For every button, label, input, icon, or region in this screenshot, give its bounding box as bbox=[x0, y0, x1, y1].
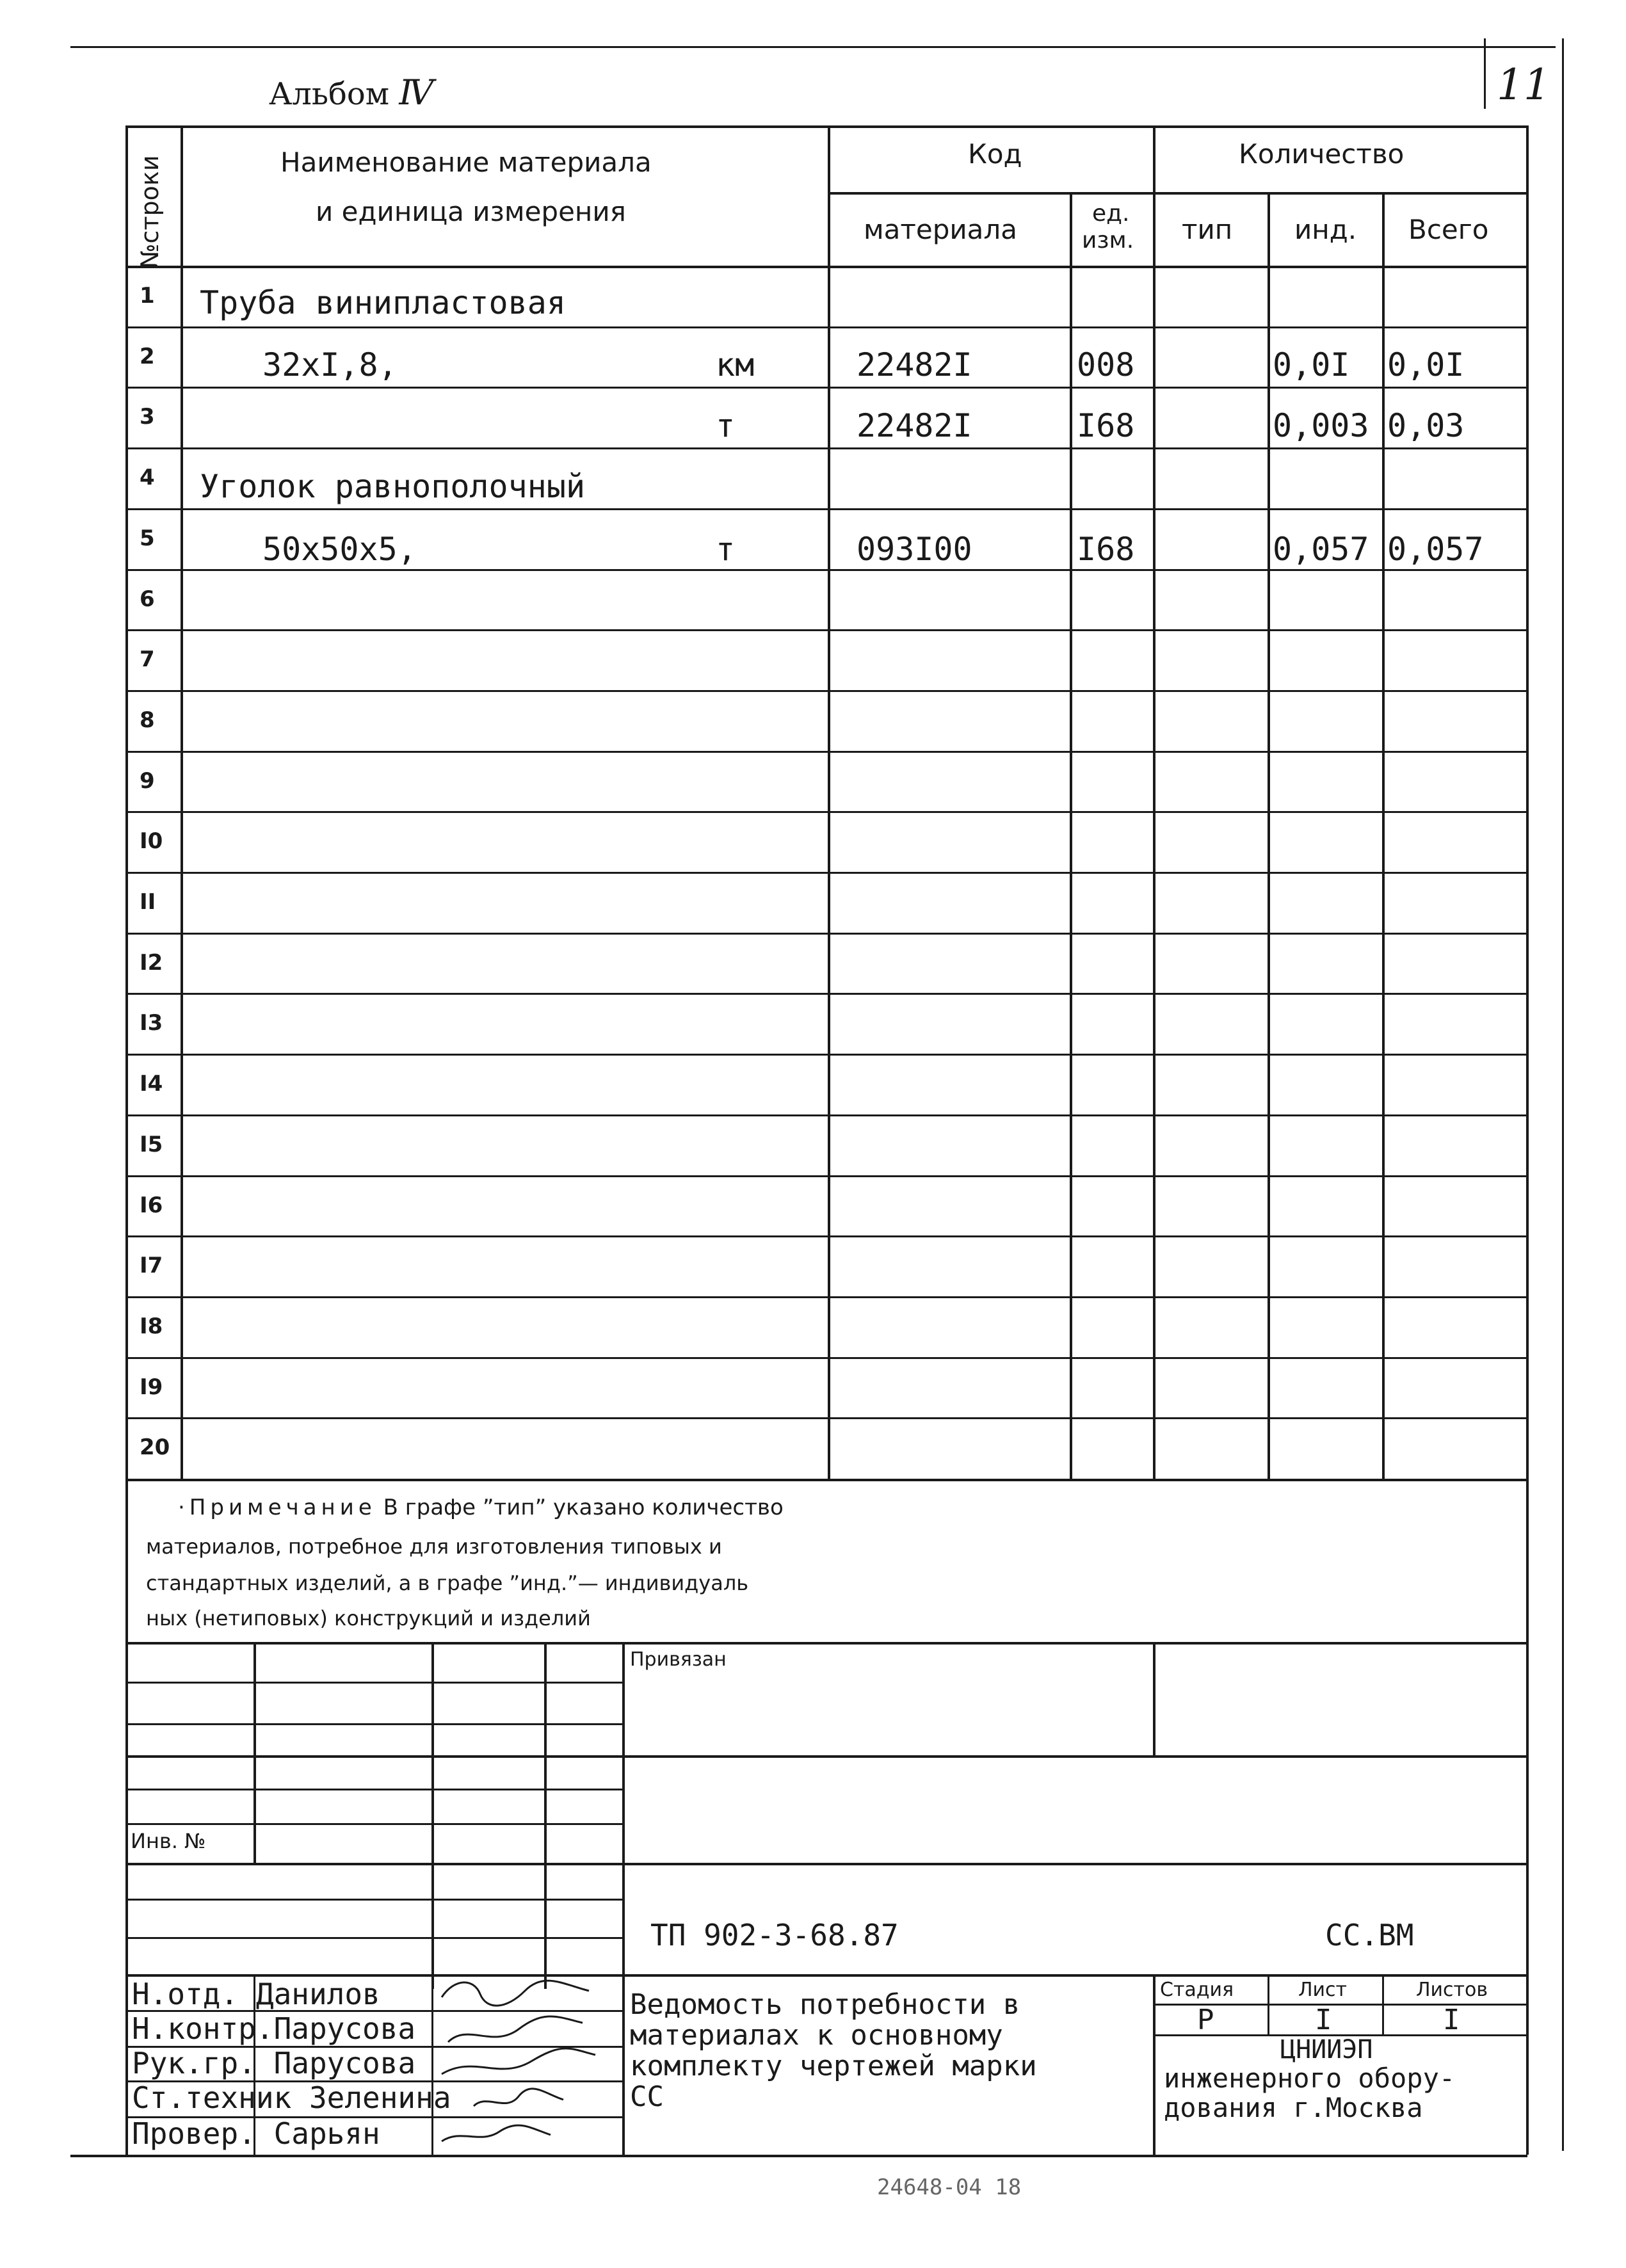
row-3-code: 22482I bbox=[857, 407, 972, 444]
row-number: I7 bbox=[140, 1253, 163, 1278]
tb-row-3 bbox=[125, 1755, 1527, 1758]
table-body-bottom bbox=[125, 1479, 1527, 1481]
row-5-uom: I68 bbox=[1077, 531, 1135, 568]
col-divider-qty bbox=[1153, 125, 1155, 1479]
table-row-line bbox=[125, 1175, 1527, 1177]
table-row-line bbox=[125, 387, 1527, 389]
tb-stage-divider bbox=[1153, 1974, 1155, 2155]
org-line-1: ЦНИИЭП bbox=[1280, 2035, 1373, 2064]
row-number: I6 bbox=[140, 1193, 163, 1218]
table-left-border bbox=[125, 125, 128, 2155]
note-line-4: ных (нетиповых) конструкций и изделий bbox=[146, 1606, 591, 1630]
row-number: 4 bbox=[140, 465, 155, 490]
org-line-3: дования г.Москва bbox=[1164, 2092, 1423, 2123]
row-5-code: 093I00 bbox=[857, 531, 972, 568]
row-number: I5 bbox=[140, 1132, 163, 1157]
role-4: Ст.техник Зеленина bbox=[132, 2080, 451, 2115]
table-row-line bbox=[125, 1296, 1527, 1298]
tb-left-row-8 bbox=[125, 1937, 622, 1939]
header-bottom-border bbox=[125, 266, 1527, 268]
title-line-1: Ведомость потребности в bbox=[630, 1988, 1020, 2021]
row-number: 5 bbox=[140, 526, 155, 551]
right-margin-line bbox=[1562, 38, 1564, 2151]
table-row-line bbox=[125, 993, 1527, 995]
row-5-name: 50x50x5, bbox=[262, 531, 417, 568]
table-row-line bbox=[125, 1235, 1527, 1237]
table-row-line bbox=[125, 508, 1527, 510]
org-line-2: инженерного обору- bbox=[1164, 2063, 1456, 2094]
role-3: Рук.гр. Парусова bbox=[132, 2046, 416, 2080]
col-header-qty-total: Всего bbox=[1408, 214, 1489, 245]
tb-left-row-2 bbox=[125, 1723, 622, 1725]
table-right-border bbox=[1526, 125, 1529, 2155]
row-4-name: Уголок равнополочный bbox=[200, 468, 586, 505]
row-5-unit: т bbox=[716, 531, 736, 568]
table-row-line bbox=[125, 933, 1527, 935]
doc-mark: СС.ВМ bbox=[1325, 1918, 1414, 1952]
signatures-graphic bbox=[435, 1972, 627, 2157]
row-number: I9 bbox=[140, 1374, 163, 1400]
col-divider-uom bbox=[1070, 192, 1072, 1479]
note-line-1: ·Примечание В графе ”тип” указано количество bbox=[178, 1495, 784, 1520]
sheets-value: I bbox=[1443, 2004, 1460, 2036]
col-header-name-line2: и единица измерения bbox=[316, 196, 626, 227]
table-row-line bbox=[125, 629, 1527, 631]
col-divider-code bbox=[828, 125, 830, 1479]
sheet-value: I bbox=[1315, 2004, 1332, 2036]
row-3-ind: 0,003 bbox=[1273, 407, 1369, 444]
album-label: Альбом Ⅳ bbox=[269, 72, 434, 113]
stage-value: Р bbox=[1197, 2004, 1214, 2036]
row-number: 6 bbox=[140, 586, 155, 612]
tb-privyazan-divider bbox=[1153, 1642, 1155, 1755]
col-header-code: Код bbox=[968, 138, 1022, 170]
tb-left-col-1 bbox=[254, 1642, 256, 1863]
sheets-label: Листов bbox=[1416, 1979, 1488, 2001]
row-number: 8 bbox=[140, 707, 155, 733]
row-number: 9 bbox=[140, 768, 155, 794]
row-number: II bbox=[140, 889, 156, 915]
table-top-border bbox=[125, 125, 1527, 128]
top-border bbox=[70, 46, 1556, 48]
table-row-line bbox=[125, 1054, 1527, 1056]
row-2-unit: км bbox=[716, 346, 755, 383]
stage-label: Стадия bbox=[1160, 1979, 1234, 2001]
col-header-rownum: №строки bbox=[136, 155, 164, 269]
doc-code: ТП 902-3-68.87 bbox=[650, 1918, 899, 1952]
tb-left-row-5 bbox=[125, 1823, 622, 1825]
row-2-name: 32xI,8, bbox=[262, 346, 398, 383]
col-header-uom-line2: изм. bbox=[1082, 227, 1134, 253]
table-row-line bbox=[125, 1114, 1527, 1116]
row-1-name: Труба винипластовая bbox=[200, 284, 566, 321]
table-row-line bbox=[125, 872, 1527, 874]
col-header-code-material: материала bbox=[864, 214, 1018, 245]
sheet-label: Лист bbox=[1298, 1979, 1348, 2001]
tb-bottom bbox=[70, 2155, 1527, 2157]
table-row-line bbox=[125, 811, 1527, 813]
title-line-2: материалах к основному bbox=[630, 2019, 1003, 2052]
title-line-4: СС bbox=[630, 2080, 664, 2113]
row-number: 20 bbox=[140, 1435, 170, 1460]
col-divider-ind bbox=[1268, 192, 1270, 1479]
table-row-line bbox=[125, 569, 1527, 571]
col-header-qty-ind: инд. bbox=[1294, 214, 1357, 245]
table-row-line bbox=[125, 690, 1527, 692]
tb-sig-col-2 bbox=[431, 1974, 433, 2155]
row-3-total: 0,03 bbox=[1387, 407, 1465, 444]
row-number: 3 bbox=[140, 404, 155, 430]
row-2-ind: 0,0I bbox=[1273, 346, 1350, 383]
table-row-line bbox=[125, 326, 1527, 328]
row-number: I4 bbox=[140, 1071, 163, 1097]
tb-left-row-4 bbox=[125, 1789, 622, 1790]
row-number: 7 bbox=[140, 647, 155, 672]
table-row-line bbox=[125, 447, 1527, 449]
row-number: I3 bbox=[140, 1010, 163, 1036]
tb-left-row-1 bbox=[125, 1682, 622, 1684]
col-divider-total bbox=[1382, 192, 1385, 1479]
row-2-uom: 008 bbox=[1077, 346, 1135, 383]
sheet-number: 11 bbox=[1497, 60, 1550, 109]
col-header-qty-type: тип bbox=[1182, 214, 1233, 245]
col-header-qty: Количество bbox=[1239, 138, 1405, 170]
tb-row-6 bbox=[125, 1863, 1527, 1865]
header-subdivider bbox=[828, 192, 1526, 195]
row-2-code: 22482I bbox=[857, 346, 972, 383]
title-block-top bbox=[125, 1642, 1527, 1645]
role-5: Провер. Сарьян bbox=[132, 2116, 380, 2151]
row-5-total: 0,057 bbox=[1387, 531, 1484, 568]
row-number: I2 bbox=[140, 950, 163, 976]
row-3-uom: I68 bbox=[1077, 407, 1135, 444]
role-2: Н.контр.Парусова bbox=[132, 2011, 416, 2046]
title-line-3: комплекту чертежей марки bbox=[630, 2050, 1037, 2082]
row-3-unit: т bbox=[716, 407, 736, 444]
note-line-2: материалов, потребное для изготовления типовых и bbox=[146, 1534, 722, 1559]
row-number: I8 bbox=[140, 1314, 163, 1339]
table-row-line bbox=[125, 751, 1527, 753]
row-5-ind: 0,057 bbox=[1273, 531, 1369, 568]
privyazan-label: Привязан bbox=[630, 1648, 727, 1671]
col-divider-rownum bbox=[181, 125, 183, 1479]
footer-stamp: 24648-04 18 bbox=[877, 2175, 1022, 2200]
row-number: 2 bbox=[140, 344, 155, 369]
role-1: Н.отд. Данилов bbox=[132, 1977, 380, 2011]
col-header-uom-line1: ед. bbox=[1092, 200, 1130, 227]
tb-left-row-7 bbox=[125, 1899, 622, 1901]
sheet-number-divider bbox=[1484, 38, 1486, 109]
row-2-total: 0,0I bbox=[1387, 346, 1465, 383]
row-number: I0 bbox=[140, 828, 163, 854]
row-number: 1 bbox=[140, 283, 155, 309]
inv-no-label: Инв. № bbox=[131, 1829, 206, 1853]
table-row-line bbox=[125, 1417, 1527, 1419]
col-header-name-line1: Наименование материала bbox=[280, 147, 652, 178]
table-row-line bbox=[125, 1357, 1527, 1359]
note-line-3: стандартных изделий, а в графе ”инд.”— индивидуаль bbox=[146, 1571, 749, 1595]
